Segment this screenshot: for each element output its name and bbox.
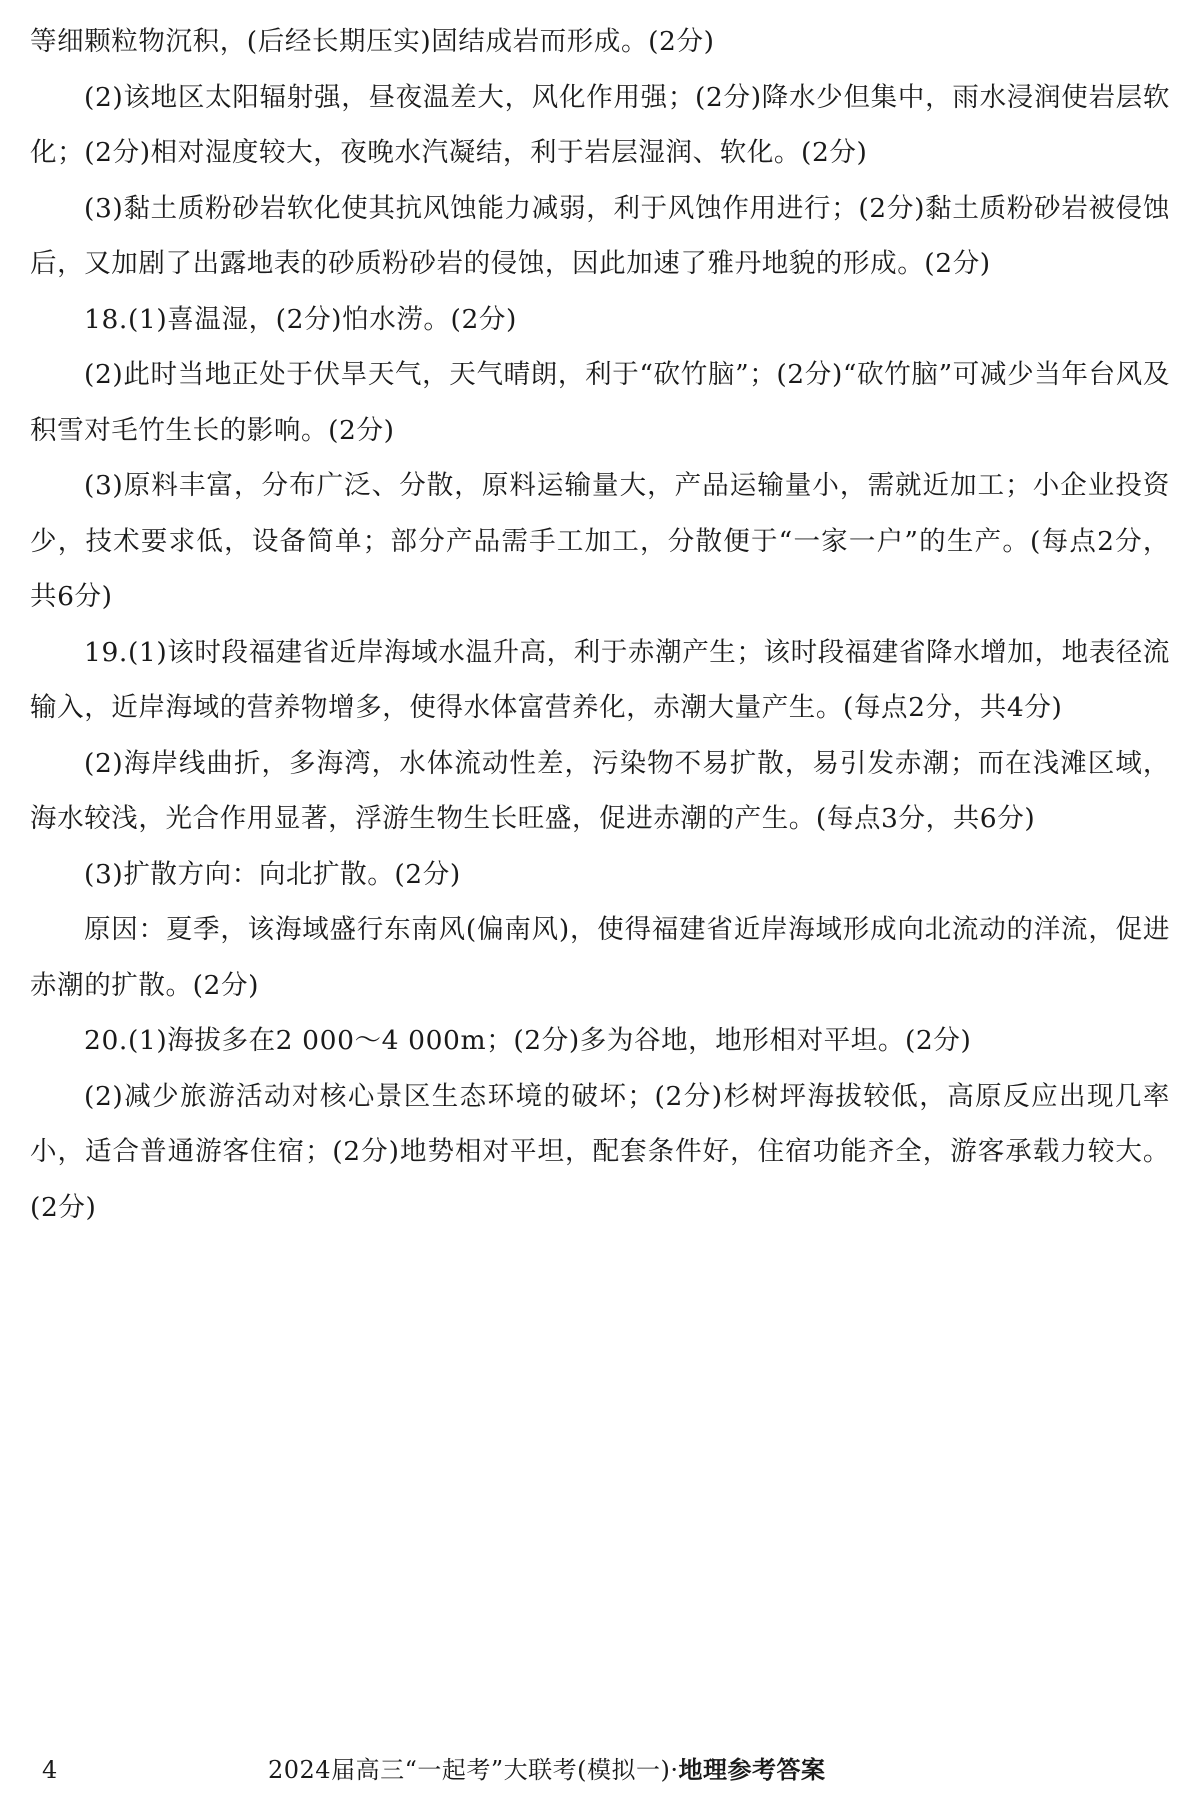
paragraph-12: (2)减少旅游活动对核心景区生态环境的破坏；(2分)杉树坪海拔较低，高原反应出现几率小，适合普通游客住宿；(2分)地势相对平坦，配套条件好，住宿功能齐全，游客承载力较大。(2分): [30, 1080, 1170, 1223]
answer-page: [30, 14, 1170, 1235]
paragraph-10: 原因：夏季，该海域盛行东南风(偏南风)，使得福建省近岸海域形成向北流动的洋流，促进赤潮的扩散。(2分): [30, 914, 1170, 1001]
footer-title: [268, 1750, 825, 1790]
paragraph-6: (3)原料丰富，分布广泛、分散，原料运输量大，产品运输量小，需就近加工；小企业投资少，技术要求低，设备简单；部分产品需手工加工，分散便于“一家一户”的生产。(每点2分，共6分): [30, 470, 1170, 612]
page-footer: [0, 1750, 1200, 1790]
paragraph-4: 18.(1)喜温湿，(2分)怕水涝。(2分): [84, 303, 517, 335]
paragraph-2: (2)该地区太阳辐射强，昼夜温差大，风化作用强；(2分)降水少但集中，雨水浸润使岩层软化；(2分)相对湿度较大，夜晚水汽凝结，利于岩层湿润、软化。(2分): [30, 81, 1170, 168]
paragraph-3: (3)黏土质粉砂岩软化使其抗风蚀能力减弱，利于风蚀作用进行；(2分)黏土质粉砂岩被侵蚀后，又加剧了出露地表的砂质粉砂岩的侵蚀，因此加速了雅丹地貌的形成。(2分): [30, 192, 1170, 279]
paragraph-1: 等细颗粒物沉积，(后经长期压实)固结成岩而形成。(2分): [30, 26, 715, 57]
paragraph-9: (3)扩散方向：向北扩散。(2分): [84, 858, 461, 890]
paragraph-5: (2)此时当地正处于伏旱天气，天气晴朗，利于“砍竹脑”；(2分)“砍竹脑”可减少当年台风及积雪对毛竹生长的影响。(2分): [30, 359, 1170, 446]
paragraph-8: (2)海岸线曲折，多海湾，水体流动性差，污染物不易扩散，易引发赤潮；而在浅滩区域，海水较浅，光合作用显著，浮游生物生长旺盛，促进赤潮的产生。(每点3分，共6分): [30, 747, 1170, 834]
page-number: 4: [42, 1756, 58, 1784]
exam-title: 2024届高三“一起考”大联考(模拟一)·: [268, 1756, 679, 1784]
subject-title: 地理参考答案: [678, 1756, 826, 1784]
paragraph-11: 20.(1)海拔多在2 000～4 000m；(2分)多为谷地，地形相对平坦。(2分): [84, 1025, 972, 1056]
paragraph-7: 19.(1)该时段福建省近岸海域水温升高，利于赤潮产生；该时段福建省降水增加，地表径流输入，近岸海域的营养物增多，使得水体富营养化，赤潮大量产生。(每点2分，共4分): [30, 636, 1170, 723]
